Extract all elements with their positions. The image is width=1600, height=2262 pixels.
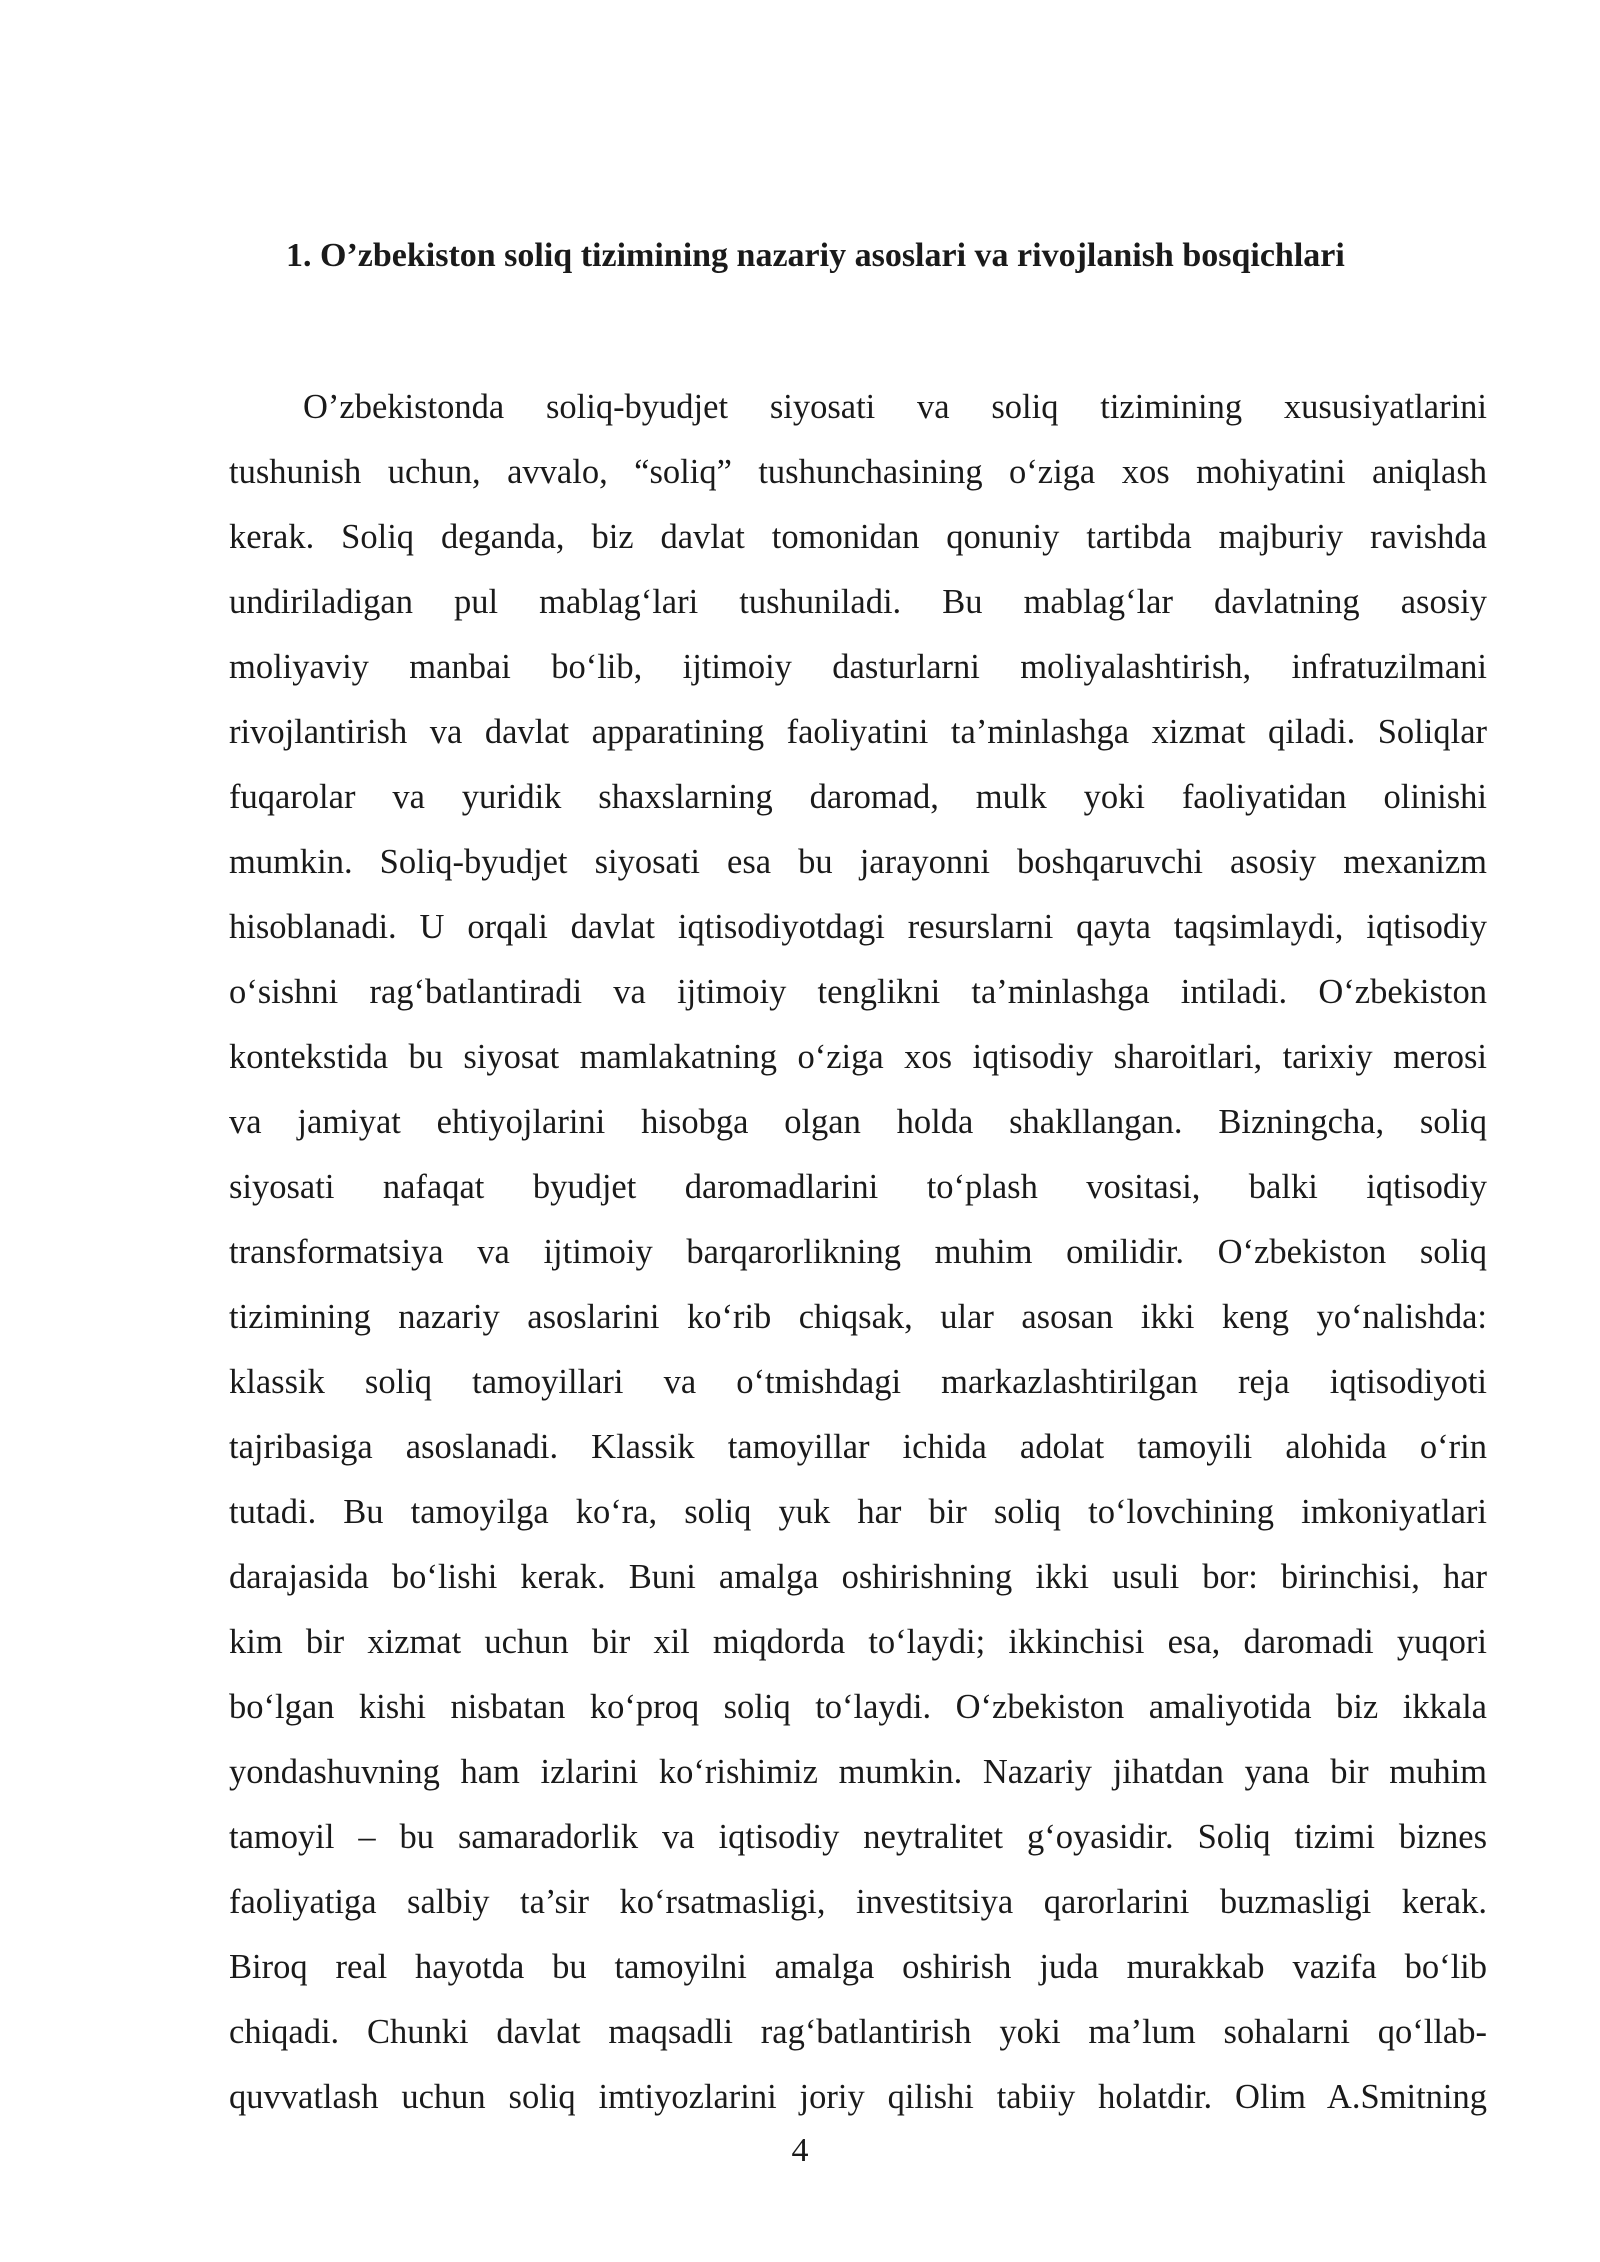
paragraph-line: bo‘lgan kishi nisbatan ko‘proq soliq to‘laydi. O‘zbekiston amaliyotida biz ikkala: [229, 1688, 1487, 1726]
paragraph-line: undiriladigan pul mablag‘lari tushuniladi. Bu mablag‘lar davlatning asosiy: [229, 583, 1487, 621]
paragraph-line: rivojlantirish va davlat apparatining faoliyatini ta’minlashga xizmat qiladi. Soliqlar: [229, 713, 1487, 751]
paragraph-line: transformatsiya va ijtimoiy barqarorlikning muhim omilidir. O‘zbekiston soliq: [229, 1233, 1487, 1271]
paragraph-line: siyosati nafaqat byudjet daromadlarini to‘plash vositasi, balki iqtisodiy: [229, 1168, 1487, 1206]
body-paragraph: [229, 375, 1487, 2130]
paragraph-line: tutadi. Bu tamoyilga ko‘ra, soliq yuk har bir soliq to‘lovchining imkoniyatlari: [229, 1493, 1487, 1531]
paragraph-line: kim bir xizmat uchun bir xil miqdorda to‘laydi; ikkinchisi esa, daromadi yuqori: [229, 1623, 1487, 1661]
paragraph-line: faoliyatiga salbiy ta’sir ko‘rsatmasligi, investitsiya qarorlarini buzmasligi kerak.: [229, 1883, 1487, 1921]
paragraph-line: darajasida bo‘lishi kerak. Buni amalga oshirishning ikki usuli bor: birinchisi, har: [229, 1558, 1487, 1596]
paragraph-line: tizimining nazariy asoslarini ko‘rib chiqsak, ular asosan ikki keng yo‘nalishda:: [229, 1298, 1487, 1336]
paragraph-line: kontekstida bu siyosat mamlakatning o‘ziga xos iqtisodiy sharoitlari, tarixiy merosi: [229, 1038, 1487, 1076]
paragraph-line: klassik soliq tamoyillari va o‘tmishdagi markazlashtirilgan reja iqtisodiyoti: [229, 1363, 1487, 1401]
paragraph-line: va jamiyat ehtiyojlarini hisobga olgan holda shakllangan. Bizningcha, soliq: [229, 1103, 1487, 1141]
paragraph-line: kerak. Soliq deganda, biz davlat tomonidan qonuniy tartibda majburiy ravishda: [229, 518, 1487, 556]
paragraph-line: fuqarolar va yuridik shaxslarning daromad, mulk yoki faoliyatidan olinishi: [229, 778, 1487, 816]
paragraph-line: O’zbekistonda soliq-byudjet siyosati va soliq tizimining xususiyatlarini: [303, 388, 1487, 426]
paragraph-line: tajribasiga asoslanadi. Klassik tamoyillar ichida adolat tamoyili alohida o‘rin: [229, 1428, 1487, 1466]
section-heading: 1. O’zbekiston soliq tizimining nazariy asoslari va rivojlanish bosqichlari: [286, 237, 1345, 274]
paragraph-line: quvvatlash uchun soliq imtiyozlarini joriy qilishi tabiiy holatdir. Olim A.Smitning: [229, 2078, 1487, 2116]
paragraph-line: yondashuvning ham izlarini ko‘rishimiz mumkin. Nazariy jihatdan yana bir muhim: [229, 1753, 1487, 1791]
paragraph-line: tushunish uchun, avvalo, “soliq” tushunchasining o‘ziga xos mohiyatini aniqlash: [229, 453, 1487, 491]
paragraph-line: moliyaviy manbai bo‘lib, ijtimoiy dasturlarni moliyalashtirish, infratuzilmani: [229, 648, 1487, 686]
paragraph-line: chiqadi. Chunki davlat maqsadli rag‘batlantirish yoki ma’lum sohalarni qo‘llab-: [229, 2013, 1487, 2051]
paragraph-line: o‘sishni rag‘batlantiradi va ijtimoiy tenglikni ta’minlashga intiladi. O‘zbekiston: [229, 973, 1487, 1011]
paragraph-line: tamoyil – bu samaradorlik va iqtisodiy neytralitet g‘oyasidir. Soliq tizimi biznes: [229, 1818, 1487, 1856]
paragraph-line: hisoblanadi. U orqali davlat iqtisodiyotdagi resurslarni qayta taqsimlaydi, iqtisodiy: [229, 908, 1487, 946]
page-number: 4: [791, 2132, 809, 2169]
paragraph-line: mumkin. Soliq-byudjet siyosati esa bu jarayonni boshqaruvchi asosiy mexanizm: [229, 843, 1487, 881]
paragraph-line: Biroq real hayotda bu tamoyilni amalga oshirish juda murakkab vazifa bo‘lib: [229, 1948, 1487, 1986]
